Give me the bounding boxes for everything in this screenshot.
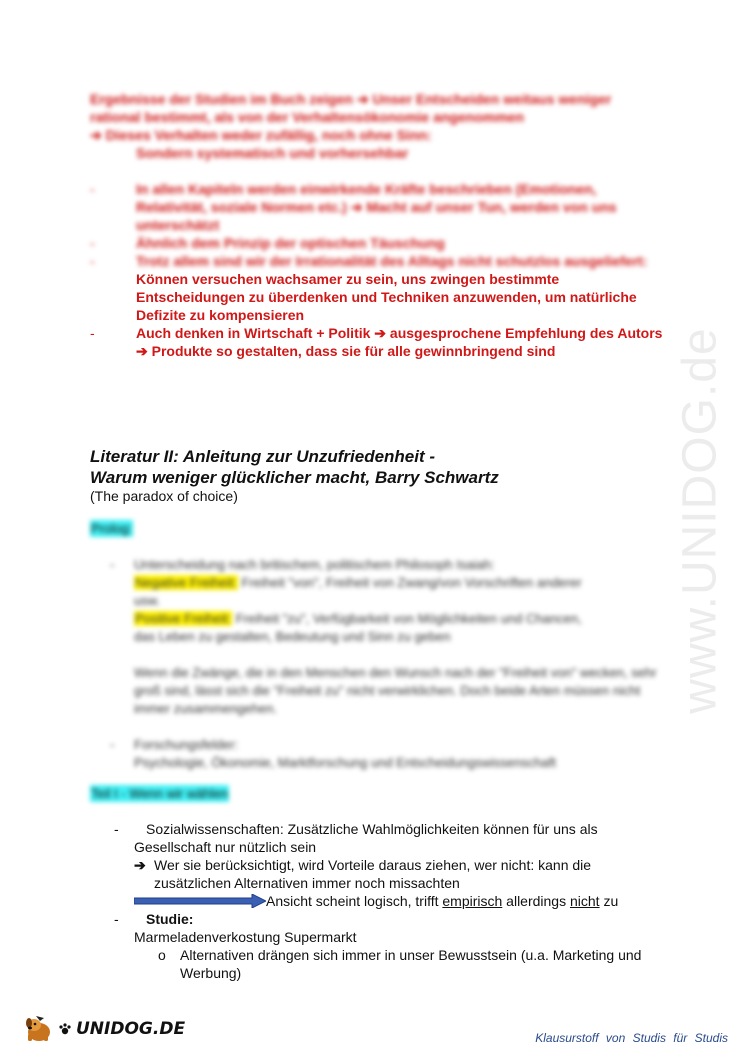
list-item: - Unterscheidung nach britischem, politischem Philosoph Isaiah: [110,557,495,572]
intro-line: Sondern systematisch und vorhersehbar [136,145,409,161]
bullet-item: - Trotz allem sind wir der Irrationalität des Alltags nicht schutzlos ausgeliefert: [90,253,648,269]
list-item: - Forschungsfelder: [110,737,239,752]
bullet-item: - In allen Kapiteln werden einwirkende Kräfte beschrieben (Emotionen, Relativität, soziale Normen etc.) ➔ Macht auf unser Tun, werden von uns unterschätzt [90,181,617,233]
list-item: - Studie: [114,911,194,927]
arrow-icon: ➔ [134,857,146,873]
logo-text: UNIDOG.DE [76,1019,186,1039]
watermark: www.UNIDOG.de [673,326,727,714]
positive-freedom: Positive Freiheit: Freiheit "zu", Verfügbarkeit von Möglichkeiten und Chancen, [135,611,582,626]
prolog-content: - Unterscheidung nach britischem, politischem Philosoph Isaiah: Negative Freiheit: Freiheit "von", Freiheit von Zwang/von Vorschriften anderer usw. Positive Freiheit: Freiheit "zu", Verfügbarkeit von Möglichkeiten und Chancen, das Leben zu gestalten, Bedeutung und Sinn zu geben Wenn die Zwänge, die in den Menschen den Wunsch nach der "Freiheit von" wecken, sehr groß sind, lässt sich die "Freiheit zu" nicht verwirklichen. Doch beide Arten müssen nicht immer zusammengehen. - Forschungsfelder: Psychologie, Ökonomie, Marktforschung und Entscheidungswissenschaft [110,556,670,772]
literature-title: Literatur II: Anleitung zur Unzufriedenheit - Warum weniger glücklicher macht, Barry Schwartz [90,447,499,487]
list-item: - Sozialwissenschaften: Zusätzliche Wahlmöglichkeiten können für uns als [114,821,598,837]
footer-text: Klausurstoff von Studis für Studis [535,1031,728,1045]
sub-list-item: o Alternativen drängen sich immer in unser Bewusstsein (u.a. Marketing und Werbung) [158,947,642,981]
conclusion-text: Ansicht scheint logisch, trifft empirisch allerdings nicht zu [266,893,619,909]
unidog-logo [22,1014,185,1044]
intro-line: ➔ Dieses Verhalten weder zufällig, noch ohne Sinn: [90,127,432,143]
section-heading-teil1: Teil I - Wenn wir wählen [91,786,229,801]
paw-icon [58,1022,72,1036]
conclusion-line [110,892,670,910]
bullet-item: Können versuchen wachsamer zu sein, uns zwingen bestimmte Entscheidungen zu überdenken und Techniken anzuwenden, um natürliche Defizite zu kompensieren [136,271,637,323]
dog-icon [22,1014,56,1044]
literature-subtitle: (The paradox of choice) [90,488,238,504]
teil1-content: - Sozialwissenschaften: Zusätzliche Wahlmöglichkeiten können für uns als Gesellschaft nur nützlich sein ➔ Wer sie berücksichtigt, wird Vorteile daraus ziehen, wer nicht: kann die zusätzlichen Alternativen immer noch missachten Ansicht scheint logisch, trifft empirisch allerdings nicht zu - Studie: Marmeladenverkostung Supermarkt o Alternativen drängen sich immer in unser Bewusstsein (u.a. Marketing und Werbung) [110,820,670,982]
right-arrow-icon [134,894,266,908]
bullet-item: - Auch denken in Wirtschaft + Politik ➔ ausgesprochene Empfehlung des Autors ➔ Produkte so gestalten, dass sie für alle gewinnbringend sind [90,325,663,359]
blurred-intro [90,90,670,270]
red-summary-section [90,90,670,360]
intro-line: rational bestimmt, als von der Verhaltensökonomie angenommen [90,109,525,125]
intro-line: Ergebnisse der Studien im Buch zeigen ➔ Unser Entscheiden weitaus weniger [90,91,612,107]
prolog-paragraph: Wenn die Zwänge, die in den Menschen den Wunsch nach der "Freiheit von" wecken, sehr groß sind, lässt sich die "Freiheit zu" nicht verwirklichen. Doch beide Arten müssen nicht immer zusammengehen. [134,665,657,716]
arrow-item: ➔ Wer sie berücksichtigt, wird Vorteile daraus ziehen, wer nicht: kann die [134,857,592,873]
negative-freedom: Negative Freiheit: Freiheit "von", Freiheit von Zwang/von Vorschriften anderer [135,575,582,590]
prolog-heading: Prolog: [91,521,133,536]
bullet-item: - Ähnlich dem Prinzip der optischen Täuschung [90,235,445,251]
